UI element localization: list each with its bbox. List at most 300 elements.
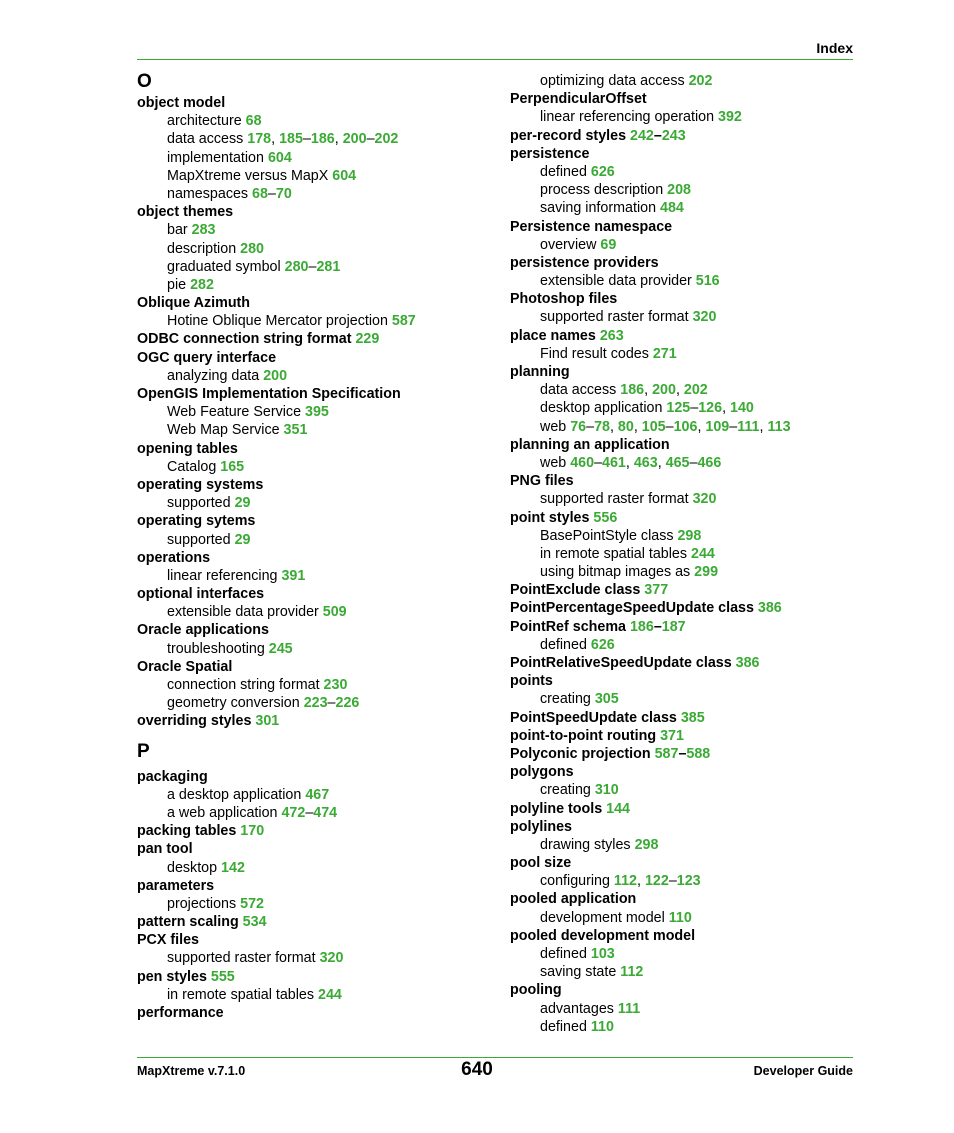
entry-term: desktop bbox=[167, 859, 222, 876]
entry-term: extensible data provider bbox=[540, 273, 696, 290]
index-subentry bbox=[510, 490, 880, 508]
index-subentry bbox=[137, 130, 507, 148]
index-subentry bbox=[137, 567, 507, 585]
index-subentry bbox=[510, 381, 880, 399]
page-reference-link[interactable]: 111 bbox=[737, 418, 760, 435]
index-entry bbox=[510, 927, 880, 945]
index-subentry bbox=[510, 781, 880, 799]
page-reference-link[interactable]: 310 bbox=[594, 782, 619, 799]
page-reference-link[interactable]: 320 bbox=[319, 950, 344, 967]
page-reference-link[interactable]: 280 bbox=[284, 258, 309, 275]
index-entry bbox=[510, 618, 880, 636]
index-entry bbox=[137, 931, 507, 949]
entry-term: point-to-point routing bbox=[510, 727, 661, 744]
entry-term: packaging bbox=[137, 768, 208, 785]
page-reference-link[interactable]: 78 bbox=[594, 418, 610, 435]
page-reference-link[interactable]: 242 bbox=[630, 127, 654, 144]
index-entry bbox=[137, 330, 507, 348]
index-subentry bbox=[137, 895, 507, 913]
index-subentry bbox=[510, 963, 880, 981]
page-reference-link[interactable]: 534 bbox=[242, 914, 267, 931]
entry-term: overriding styles bbox=[137, 713, 256, 730]
index-subentry bbox=[137, 167, 507, 185]
index-subentry bbox=[137, 603, 507, 621]
page-reference-link[interactable]: 70 bbox=[275, 185, 292, 202]
reference-separator: , bbox=[637, 873, 645, 890]
index-subentry bbox=[137, 458, 507, 476]
index-subentry bbox=[510, 163, 880, 181]
page-reference-link[interactable]: 244 bbox=[691, 545, 715, 562]
page-reference-link[interactable]: 474 bbox=[313, 804, 338, 821]
page-reference-link[interactable]: 80 bbox=[617, 418, 634, 435]
entry-term: bar bbox=[167, 222, 192, 239]
entry-term: Oracle Spatial bbox=[137, 658, 233, 675]
page-reference-link[interactable]: 109 bbox=[705, 418, 730, 435]
reference-separator: , bbox=[609, 418, 618, 435]
index-subentry bbox=[137, 494, 507, 512]
reference-separator: – bbox=[729, 418, 738, 435]
index-entry bbox=[510, 436, 880, 454]
page-reference-link[interactable]: 185 bbox=[279, 131, 303, 148]
page-reference-link[interactable]: 588 bbox=[686, 745, 711, 762]
entry-term: linear referencing bbox=[167, 567, 282, 584]
index-column-right bbox=[510, 72, 880, 1036]
page-reference-link[interactable]: 298 bbox=[634, 836, 659, 853]
reference-separator: – bbox=[594, 454, 603, 471]
page-reference-link[interactable]: 202 bbox=[374, 131, 399, 148]
index-entry bbox=[510, 509, 880, 527]
index-subentry bbox=[137, 240, 507, 258]
page-reference-link[interactable]: 123 bbox=[676, 873, 701, 890]
page-reference-link[interactable]: 604 bbox=[332, 167, 357, 184]
page-reference-link[interactable]: 106 bbox=[673, 418, 698, 435]
page-reference-link[interactable]: 587 bbox=[391, 313, 416, 330]
index-entry bbox=[510, 763, 880, 781]
reference-separator: , bbox=[675, 382, 684, 399]
entry-term: Polyconic projection bbox=[510, 745, 655, 762]
page-reference-link[interactable]: 386 bbox=[757, 600, 782, 617]
footer-rule bbox=[137, 1057, 853, 1058]
index-entry bbox=[137, 712, 507, 730]
page-reference-link[interactable]: 122 bbox=[644, 873, 669, 890]
index-subentry bbox=[510, 181, 880, 199]
index-subentry bbox=[137, 403, 507, 421]
index-entry bbox=[510, 218, 880, 236]
index-subentry bbox=[510, 199, 880, 217]
page-reference-link[interactable]: 223 bbox=[303, 695, 328, 712]
entry-term: data access bbox=[167, 131, 248, 148]
page-reference-link[interactable]: 377 bbox=[644, 582, 669, 599]
page-reference-link[interactable]: 243 bbox=[661, 127, 686, 144]
entry-term: Find result codes bbox=[540, 345, 653, 362]
entry-term: PointPercentageSpeedUpdate class bbox=[510, 600, 758, 617]
entry-term: polylines bbox=[510, 818, 572, 835]
reference-separator: – bbox=[690, 400, 699, 417]
index-subentry bbox=[137, 276, 507, 294]
page-reference-link[interactable]: 126 bbox=[698, 400, 723, 417]
entry-term: performance bbox=[137, 1005, 224, 1021]
entry-term: per-record styles bbox=[510, 127, 630, 144]
page-reference-link[interactable]: 298 bbox=[677, 527, 702, 544]
entry-term: saving information bbox=[540, 200, 660, 217]
index-subentry bbox=[510, 454, 880, 472]
entry-term: drawing styles bbox=[540, 836, 635, 853]
page-reference-link[interactable]: 299 bbox=[694, 564, 719, 581]
page-reference-link[interactable]: 200 bbox=[652, 382, 676, 399]
page-reference-link[interactable]: 113 bbox=[767, 418, 791, 435]
index-entry bbox=[510, 654, 880, 672]
page-reference-link[interactable]: 202 bbox=[683, 382, 708, 399]
index-subentry bbox=[137, 804, 507, 822]
page-reference-link[interactable]: 69 bbox=[600, 236, 617, 253]
index-subentry bbox=[510, 72, 880, 90]
entry-term: creating bbox=[540, 782, 595, 799]
page-reference-link[interactable]: 178 bbox=[247, 131, 272, 148]
index-entry bbox=[137, 658, 507, 676]
entry-term: PNG files bbox=[510, 473, 574, 490]
index-entry bbox=[510, 745, 880, 763]
page-reference-link[interactable]: 111 bbox=[617, 1000, 641, 1017]
page-reference-link[interactable]: 556 bbox=[593, 509, 618, 526]
page-reference-link[interactable]: 626 bbox=[590, 636, 615, 653]
page-reference-link[interactable]: 245 bbox=[268, 640, 293, 657]
entry-term: using bitmap images as bbox=[540, 564, 695, 581]
entry-term: BasePointStyle class bbox=[540, 527, 678, 544]
reference-separator: – bbox=[366, 131, 375, 148]
entry-term: supported raster format bbox=[540, 491, 693, 508]
page-reference-link[interactable]: 385 bbox=[680, 709, 705, 726]
index-entry bbox=[137, 203, 507, 221]
page-reference-link[interactable]: 271 bbox=[652, 345, 677, 362]
entry-term: PointExclude class bbox=[510, 582, 645, 599]
index-entry bbox=[137, 585, 507, 603]
reference-separator: – bbox=[678, 745, 687, 762]
page-reference-link[interactable]: 140 bbox=[730, 400, 754, 417]
entry-term: point styles bbox=[510, 509, 594, 526]
index-subentry bbox=[510, 1018, 880, 1036]
entry-term: linear referencing operation bbox=[540, 109, 719, 126]
entry-term: architecture bbox=[167, 113, 246, 130]
entry-term: place names bbox=[510, 327, 600, 344]
index-entry bbox=[137, 768, 507, 786]
index-column-left bbox=[137, 70, 507, 1022]
page-reference-link[interactable]: 467 bbox=[305, 786, 330, 803]
page-reference-link[interactable]: 587 bbox=[654, 745, 679, 762]
index-entry bbox=[137, 822, 507, 840]
running-header-title: Index bbox=[816, 40, 853, 56]
index-subentry bbox=[510, 872, 880, 890]
index-entry bbox=[137, 549, 507, 567]
page-reference-link[interactable]: 165 bbox=[220, 458, 245, 475]
entry-term: advantages bbox=[540, 1000, 618, 1017]
entry-term: in remote spatial tables bbox=[167, 986, 318, 1003]
page-reference-link[interactable]: 509 bbox=[322, 604, 347, 621]
entry-term: persistence bbox=[510, 145, 590, 162]
index-entry bbox=[510, 363, 880, 381]
index-subentry bbox=[137, 949, 507, 967]
entry-term: Persistence namespace bbox=[510, 218, 673, 235]
index-subentry bbox=[137, 367, 507, 385]
index-subentry bbox=[510, 345, 880, 363]
entry-term: implementation bbox=[167, 149, 268, 166]
index-subentry bbox=[510, 236, 880, 254]
index-subentry bbox=[510, 308, 880, 326]
entry-term: troubleshooting bbox=[167, 640, 269, 657]
index-subentry bbox=[510, 945, 880, 963]
entry-term: connection string format bbox=[167, 677, 324, 693]
index-subentry bbox=[510, 272, 880, 290]
entry-term: operating sytems bbox=[137, 513, 256, 530]
page-reference-link[interactable]: 472 bbox=[281, 804, 306, 821]
index-entry bbox=[137, 94, 507, 112]
entry-term: geometry conversion bbox=[167, 695, 304, 712]
page-reference-link[interactable]: 29 bbox=[234, 531, 251, 548]
entry-term: polyline tools bbox=[510, 800, 607, 817]
page-reference-link[interactable]: 572 bbox=[240, 895, 264, 912]
page-reference-link[interactable]: 282 bbox=[190, 276, 214, 293]
entry-term: defined bbox=[540, 1018, 591, 1035]
page-reference-link[interactable]: 263 bbox=[599, 327, 624, 344]
page-reference-link[interactable]: 371 bbox=[660, 727, 684, 744]
index-subentry bbox=[137, 221, 507, 239]
page-reference-link[interactable]: 202 bbox=[688, 73, 713, 89]
page-reference-link[interactable]: 320 bbox=[692, 491, 717, 508]
index-subentry bbox=[510, 909, 880, 927]
reference-separator: – bbox=[302, 131, 311, 148]
index-subentry bbox=[510, 836, 880, 854]
entry-term: supported raster format bbox=[167, 950, 320, 967]
page-reference-link[interactable]: 110 bbox=[590, 1018, 614, 1035]
index-subentry bbox=[137, 676, 507, 694]
page-reference-link[interactable]: 604 bbox=[267, 149, 292, 166]
reference-separator: , bbox=[759, 418, 768, 435]
entry-term: object model bbox=[137, 95, 226, 111]
page-reference-link[interactable]: 392 bbox=[718, 109, 742, 126]
entry-term: creating bbox=[540, 691, 595, 708]
index-entry bbox=[510, 981, 880, 999]
entry-term: Oracle applications bbox=[137, 622, 269, 639]
index-subentry bbox=[137, 312, 507, 330]
index-entry bbox=[510, 90, 880, 108]
page-reference-link[interactable]: 626 bbox=[590, 163, 615, 180]
page-reference-link[interactable]: 305 bbox=[594, 691, 619, 708]
index-entry bbox=[510, 599, 880, 617]
reference-separator: , bbox=[697, 418, 706, 435]
entry-term: pooled application bbox=[510, 891, 637, 908]
page-reference-link[interactable]: 142 bbox=[221, 859, 245, 876]
index-entry bbox=[510, 290, 880, 308]
index-subentry bbox=[137, 640, 507, 658]
page-reference-link[interactable]: 465 bbox=[665, 454, 690, 471]
page-reference-link[interactable]: 105 bbox=[641, 418, 666, 435]
index-subentry bbox=[137, 112, 507, 130]
reference-separator: , bbox=[271, 131, 280, 148]
page-reference-link[interactable]: 516 bbox=[695, 273, 720, 290]
entry-term: parameters bbox=[137, 877, 215, 894]
page-reference-link[interactable]: 200 bbox=[342, 131, 367, 148]
index-entry bbox=[137, 968, 507, 986]
page-reference-link[interactable]: 208 bbox=[667, 182, 692, 199]
page-reference-link[interactable]: 301 bbox=[255, 713, 280, 730]
reference-separator: – bbox=[586, 418, 595, 435]
reference-separator: – bbox=[689, 454, 698, 471]
entry-term: PerpendicularOffset bbox=[510, 91, 647, 108]
reference-separator: , bbox=[657, 454, 666, 471]
reference-separator: , bbox=[633, 418, 642, 435]
index-entry bbox=[137, 877, 507, 895]
entry-term: namespaces bbox=[167, 185, 253, 202]
index-entry bbox=[510, 727, 880, 745]
page-reference-link[interactable]: 230 bbox=[323, 677, 348, 693]
index-entry bbox=[510, 254, 880, 272]
page-reference-link[interactable]: 144 bbox=[606, 800, 630, 817]
page-reference-link[interactable]: 68 bbox=[245, 113, 262, 130]
entry-term: overview bbox=[540, 236, 601, 253]
entry-term: in remote spatial tables bbox=[540, 545, 691, 562]
index-subentry bbox=[137, 859, 507, 877]
page-reference-link[interactable]: 461 bbox=[602, 454, 626, 471]
entry-term: planning bbox=[510, 364, 570, 380]
entry-term: operations bbox=[137, 549, 211, 566]
page-number: 640 bbox=[461, 1059, 493, 1080]
page-reference-link[interactable]: 112 bbox=[613, 873, 637, 890]
page-reference-link[interactable]: 170 bbox=[240, 823, 265, 840]
entry-term: pooling bbox=[510, 982, 562, 999]
reference-separator: – bbox=[668, 873, 677, 890]
entry-term: PCX files bbox=[137, 932, 199, 949]
index-subentry bbox=[510, 418, 880, 436]
entry-term: supported raster format bbox=[540, 309, 693, 326]
index-subentry bbox=[510, 399, 880, 417]
header-rule bbox=[137, 59, 853, 60]
reference-separator: – bbox=[665, 418, 674, 435]
page-reference-link[interactable]: 391 bbox=[281, 567, 306, 584]
entry-term: Catalog bbox=[167, 458, 221, 475]
entry-term: OpenGIS Implementation Specification bbox=[137, 386, 401, 402]
index-subentry bbox=[137, 531, 507, 549]
entry-term: development model bbox=[540, 909, 669, 926]
index-entry bbox=[510, 145, 880, 163]
entry-term: points bbox=[510, 673, 553, 690]
entry-term: supported bbox=[167, 495, 235, 512]
entry-term: analyzing data bbox=[167, 367, 264, 384]
page-reference-link[interactable]: 103 bbox=[590, 946, 615, 962]
page-reference-link[interactable]: 125 bbox=[666, 400, 691, 417]
page-reference-link[interactable]: 281 bbox=[316, 258, 341, 275]
reference-separator: – bbox=[653, 127, 662, 144]
index-entry bbox=[137, 1004, 507, 1022]
page-reference-link[interactable]: 283 bbox=[191, 222, 216, 239]
page-reference-link[interactable]: 226 bbox=[335, 695, 360, 712]
entry-term: data access bbox=[540, 382, 621, 399]
index-entry bbox=[137, 512, 507, 530]
entry-term: persistence providers bbox=[510, 254, 659, 271]
page-reference-link[interactable]: 29 bbox=[234, 495, 251, 512]
index-entry bbox=[510, 890, 880, 908]
entry-term: PointRelativeSpeedUpdate class bbox=[510, 655, 736, 671]
index-entry bbox=[510, 672, 880, 690]
page-reference-link[interactable]: 320 bbox=[692, 309, 717, 326]
index-entry bbox=[510, 854, 880, 872]
entry-term: PointRef schema bbox=[510, 618, 630, 635]
entry-term: MapXtreme versus MapX bbox=[167, 167, 333, 184]
page-reference-link[interactable]: 76 bbox=[570, 418, 587, 435]
entry-term: configuring bbox=[540, 873, 614, 890]
section-letter: O bbox=[137, 71, 152, 92]
page-reference-link[interactable]: 112 bbox=[620, 964, 644, 981]
entry-term: graduated symbol bbox=[167, 258, 285, 275]
entry-term: PointSpeedUpdate class bbox=[510, 709, 681, 726]
entry-term: web bbox=[540, 418, 571, 435]
page-reference-link[interactable]: 280 bbox=[240, 240, 264, 257]
reference-separator: , bbox=[644, 382, 653, 399]
entry-term: supported bbox=[167, 531, 235, 548]
index-subentry bbox=[137, 185, 507, 203]
page-reference-link[interactable]: 386 bbox=[735, 655, 760, 671]
page-reference-link[interactable]: 484 bbox=[660, 200, 684, 217]
index-subentry bbox=[137, 149, 507, 167]
reference-separator: , bbox=[334, 131, 343, 148]
page-reference-link[interactable]: 68 bbox=[252, 185, 268, 202]
reference-separator: – bbox=[653, 618, 662, 635]
index-subentry bbox=[137, 694, 507, 712]
footer-product: MapXtreme v.7.1.0 bbox=[137, 1064, 246, 1078]
entry-term: Photoshop files bbox=[510, 291, 618, 308]
index-entry bbox=[137, 476, 507, 494]
entry-term: a web application bbox=[167, 804, 282, 821]
page-reference-link[interactable]: 187 bbox=[661, 618, 686, 635]
section-letter: P bbox=[137, 740, 150, 762]
page-reference-link[interactable]: 200 bbox=[263, 367, 288, 384]
entry-term: packing tables bbox=[137, 823, 241, 840]
page-reference-link[interactable]: 110 bbox=[668, 909, 692, 926]
page-reference-link[interactable]: 466 bbox=[697, 454, 722, 471]
index-subentry bbox=[510, 527, 880, 545]
entry-term: Hotine Oblique Mercator projection bbox=[167, 313, 392, 330]
page-reference-link[interactable]: 244 bbox=[318, 986, 342, 1003]
index-entry bbox=[510, 327, 880, 345]
entry-term: OGC query interface bbox=[137, 349, 277, 366]
entry-term: defined bbox=[540, 636, 591, 653]
entry-term: pen styles bbox=[137, 968, 211, 985]
index-subentry bbox=[510, 690, 880, 708]
index-entry bbox=[510, 127, 880, 145]
entry-term: operating systems bbox=[137, 476, 264, 493]
page-reference-link[interactable]: 351 bbox=[283, 422, 308, 439]
page-reference-link[interactable]: 229 bbox=[355, 331, 380, 348]
index-subentry bbox=[137, 421, 507, 439]
page-reference-link[interactable]: 555 bbox=[210, 968, 235, 985]
index-subentry bbox=[137, 986, 507, 1004]
reference-separator: , bbox=[625, 454, 634, 471]
page-reference-link[interactable]: 460 bbox=[570, 454, 595, 471]
page-reference-link[interactable]: 395 bbox=[305, 404, 329, 421]
entry-term: description bbox=[167, 240, 241, 257]
reference-separator: – bbox=[308, 258, 317, 275]
page-reference-link[interactable]: 186 bbox=[629, 618, 654, 635]
entry-term: saving state bbox=[540, 964, 621, 981]
page-reference-link[interactable]: 463 bbox=[633, 454, 658, 471]
entry-term: object themes bbox=[137, 204, 234, 221]
page-reference-link[interactable]: 186 bbox=[620, 382, 645, 399]
index-entry bbox=[137, 385, 507, 403]
reference-separator: , bbox=[722, 400, 731, 417]
index-entry bbox=[510, 472, 880, 490]
page-reference-link[interactable]: 186 bbox=[310, 131, 335, 148]
entry-term: defined bbox=[540, 946, 591, 962]
entry-term: pattern scaling bbox=[137, 914, 243, 931]
index-entry bbox=[137, 621, 507, 639]
